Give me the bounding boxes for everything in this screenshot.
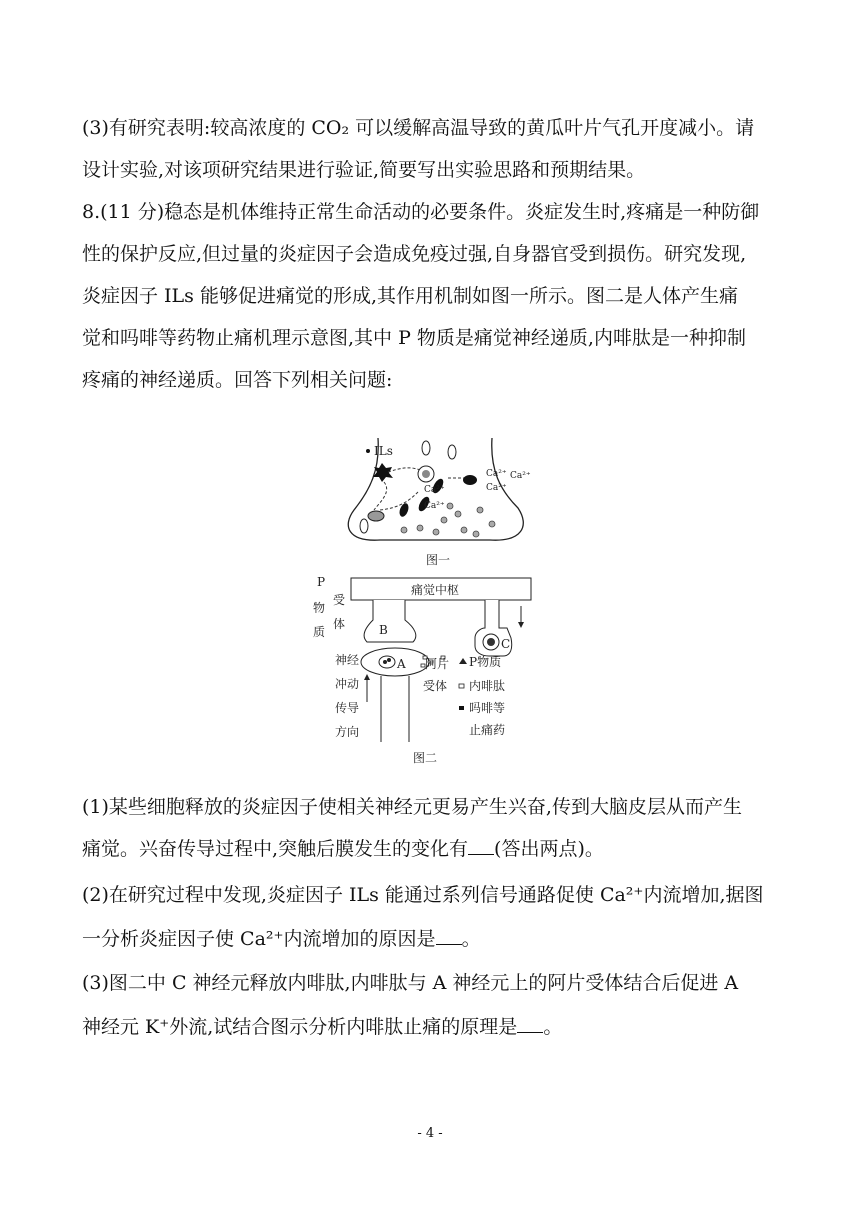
figure-2-caption: 图二 [413, 751, 438, 765]
svg-text:质: 质 [313, 625, 326, 639]
text-line: 炎症因子 ILs 能够促进痛觉的形成,其作用机制如图一所示。图二是人体产生痛 [82, 285, 738, 307]
svg-text:P: P [317, 575, 326, 589]
ca-label: Ca²⁺ [510, 471, 531, 481]
text-line: 疼痛的神经递质。回答下列相关问题: [82, 369, 393, 391]
pain-center-label: 痛觉中枢 [411, 583, 460, 597]
svg-text:体: 体 [333, 617, 346, 631]
svg-text:受: 受 [333, 593, 346, 607]
ils-label: ILs [374, 444, 393, 458]
svg-text:神经: 神经 [335, 653, 360, 667]
ca-label: Ca²⁺ [424, 501, 445, 511]
neuron-b-label: B [379, 623, 388, 637]
text-line: (3)有研究表明:较高浓度的 CO₂ 可以缓解高温导致的黄瓜叶片气孔开度减小。请 [82, 117, 755, 139]
figure-1-caption: 图一 [426, 553, 451, 567]
page-number: - 4 - [417, 1126, 443, 1141]
question-2-line: (2)在研究过程中发现,炎症因子 ILs 能通过系列信号通路促使 Ca²⁺内流增加,据图 [82, 884, 764, 906]
ca-label: Ca²⁺ [486, 469, 507, 479]
text-line: 8.(11 分)稳态是机体维持正常生命活动的必要条件。炎症发生时,疼痛是一种防御 [82, 201, 760, 223]
svg-text:受体: 受体 [423, 679, 448, 693]
ca-label: Ca²⁺ [486, 483, 507, 493]
legend-endorphin: 内啡肽 [469, 679, 506, 693]
text-line: 性的保护反应,但过量的炎症因子会造成免疫过强,自身器官受到损伤。研究发现, [82, 243, 747, 265]
svg-text:冲动: 冲动 [335, 677, 360, 691]
answer-blank [436, 925, 462, 945]
question-3-line: 神经元 K⁺外流,试结合图示分析内啡肽止痛的原理是 。 [82, 1012, 562, 1039]
svg-text:传导: 传导 [335, 701, 360, 715]
question-1-line: 痛觉。兴奋传导过程中,突触后膜发生的变化有 (答出两点)。 [82, 834, 604, 861]
text-line: 觉和吗啡等药物止痛机理示意图,其中 P 物质是痛觉神经递质,内啡肽是一种抑制 [82, 327, 746, 349]
legend-morphine: 吗啡等 [469, 701, 506, 715]
figure-1-diagram [340, 430, 550, 570]
neuron-c-label: C [501, 637, 511, 651]
ca-label: Ca²⁺ [424, 485, 445, 495]
svg-text:止痛药: 止痛药 [469, 723, 506, 737]
figure-2-diagram [305, 572, 555, 772]
answer-blank [468, 835, 494, 855]
answer-blank [517, 1013, 543, 1033]
svg-text:方向: 方向 [335, 725, 360, 739]
text-line: 设计实验,对该项研究结果进行验证,简要写出实验思路和预期结果。 [82, 159, 646, 181]
svg-text:物: 物 [313, 601, 326, 615]
question-3-line: (3)图二中 C 神经元释放内啡肽,内啡肽与 A 神经元上的阿片受体结合后促进 A [82, 972, 739, 994]
opiate-receptor-label: 阿片 [425, 657, 450, 671]
question-1-line: (1)某些细胞释放的炎症因子使相关神经元更易产生兴奋,传到大脑皮层从而产生 [82, 796, 742, 818]
question-2-line: 一分析炎症因子使 Ca²⁺内流增加的原因是 。 [82, 924, 481, 951]
neuron-a-label: A [397, 657, 406, 671]
legend-p-substance: P物质 [469, 655, 502, 669]
